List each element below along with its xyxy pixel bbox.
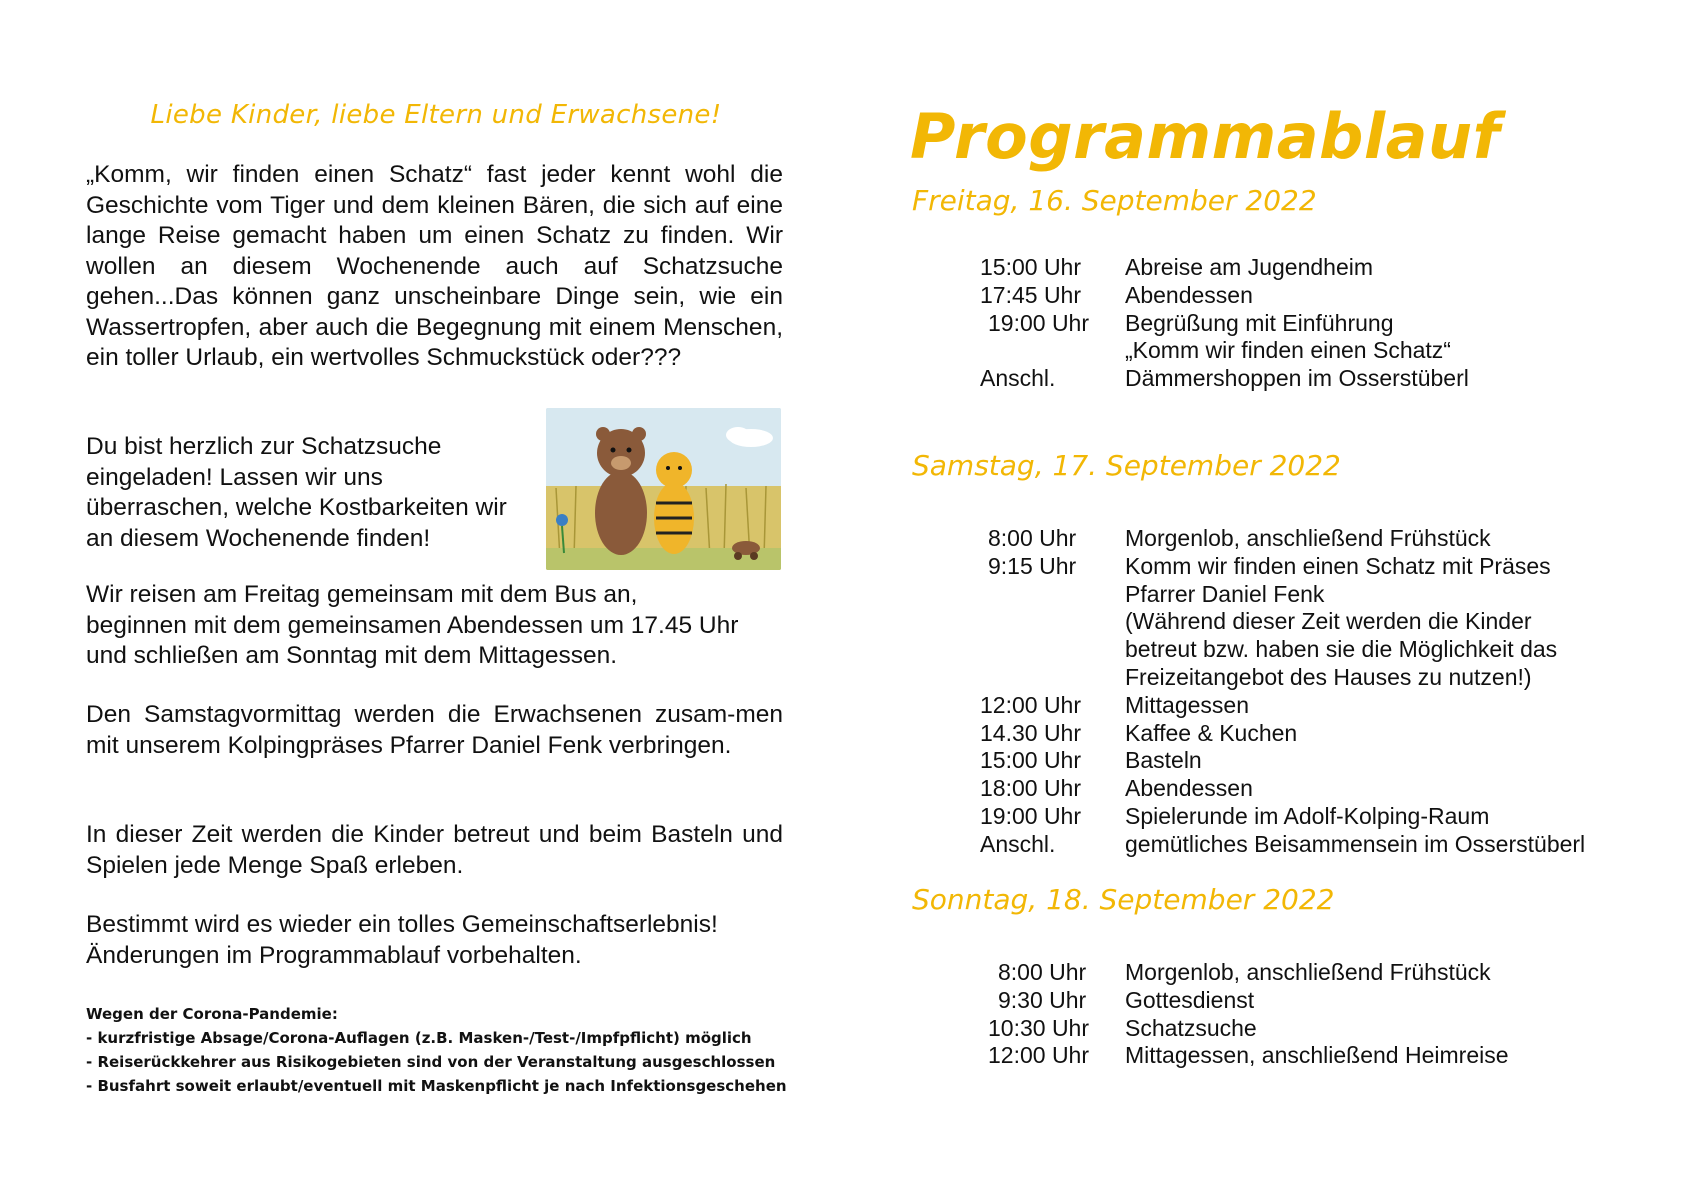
- schedule-row: 12:00 Uhr Mittagessen: [980, 691, 1250, 718]
- schedule-row: 15:00 Uhr Abreise am Jugendheim: [980, 254, 1374, 280]
- schedule-saturday: [980, 525, 1660, 859]
- day-heading-sunday: Sonntag, 18. September 2022: [912, 883, 1335, 916]
- schedule-row: 17:45 Uhr Abendessen: [980, 281, 1253, 308]
- intro-paragraph: „Komm, wir finden einen Schatz“ fast jeder kennt wohl die Geschichte vom Tiger und dem kleinen Bären, die sich auf eine lange Reise gemacht haben um einen Schatz zu finden. Wir wollen an diesem Wochenende auch auf Schatzsuche gehen...Das können ganz unscheinbare Dinge sein, wie ein Wassertropfen, aber auch die Begegnung mit einem Menschen, ein toller Urlaub, ein wertvolles Schmuckstück oder???: [86, 161, 783, 371]
- schedule-row: Freizeitangebot des Hauses zu nutzen!): [1125, 663, 1532, 690]
- schedule-row: 18:00 Uhr Abendessen: [980, 775, 1253, 802]
- greeting-heading: Liebe Kinder, liebe Eltern und Erwachsene!: [150, 100, 722, 130]
- day-heading-friday: Freitag, 16. September 2022: [912, 184, 1317, 217]
- schedule-row: Pfarrer Daniel Fenk: [1125, 580, 1325, 607]
- schedule-sunday: [980, 959, 1660, 1070]
- travel-paragraph: Wir reisen am Freitag gemeinsam mit dem Bus an, beginnen mit dem gemeinsamen Abendessen um 17.45 Uhr und schließen am Sonntag mit dem Mittagessen.: [86, 581, 739, 669]
- kids-paragraph: In dieser Zeit werden die Kinder betreut und beim Basteln und Spielen jede Menge Spaß erleben.: [86, 821, 783, 879]
- schedule-row: betreut bzw. haben sie die Möglichkeit das: [1125, 636, 1558, 663]
- invite-paragraph: Du bist herzlich zur Schatzsuche eingeladen! Lassen wir uns überraschen, welche Kostbarkeiten wir an diesem Wochenende finden!: [86, 433, 507, 552]
- schedule-row: 19:00 Uhr Begrüßung mit Einführung: [988, 309, 1394, 336]
- corona-note: [86, 1002, 806, 1098]
- saturday-paragraph: Den Samstagvormittag werden die Erwachsenen zusam-men mit unserem Kolpingpräses Pfarrer Daniel Fenk verbringen.: [86, 701, 783, 759]
- schedule-row: 12:00 Uhr Mittagessen, anschließend Heimreise: [988, 1042, 1509, 1069]
- schedule-row: 9:30 Uhr Gottesdienst: [998, 986, 1255, 1013]
- bear-and-tiger-illustration: [546, 408, 781, 570]
- schedule-row: 15:00 Uhr Basteln: [980, 747, 1202, 774]
- schedule-row: 10:30 Uhr Schatzsuche: [988, 1014, 1257, 1041]
- corona-note-item: - Reiserückkehrer aus Risikogebieten sind von der Veranstaltung ausgeschlossen: [86, 1053, 776, 1071]
- schedule-row: Anschl. gemütliches Beisammensein im Osserstüberl: [980, 830, 1586, 857]
- schedule-friday: [980, 254, 1660, 393]
- schedule-row: Anschl. Dämmershoppen im Osserstüberl: [980, 365, 1469, 392]
- schedule-row: „Komm wir finden einen Schatz“: [1125, 337, 1451, 364]
- schedule-row: 14.30 Uhr Kaffee & Kuchen: [980, 719, 1298, 746]
- schedule-row: (Während dieser Zeit werden die Kinder: [1125, 608, 1532, 635]
- corona-note-item: - kurzfristige Absage/Corona-Auflagen (z.B. Masken-/Test-/Impfpflicht) möglich: [86, 1029, 752, 1047]
- corona-note-item: - Busfahrt soweit erlaubt/eventuell mit Maskenpflicht je nach Infektionsgeschehen: [86, 1077, 787, 1095]
- schedule-row: 19:00 Uhr Spielerunde im Adolf-Kolping-Raum: [980, 802, 1490, 829]
- schedule-row: 8:00 Uhr Morgenlob, anschließend Frühstück: [998, 959, 1491, 985]
- schedule-row: 9:15 Uhr Komm wir finden einen Schatz mit Präses: [988, 552, 1551, 579]
- closing-paragraph: Bestimmt wird es wieder ein tolles Gemeinschaftserlebnis! Änderungen im Programmablauf vorbehalten.: [86, 911, 718, 969]
- day-heading-saturday: Samstag, 17. September 2022: [912, 449, 1341, 482]
- program-title: Programmablauf: [910, 100, 1501, 173]
- schedule-row: 8:00 Uhr Morgenlob, anschließend Frühstück: [988, 525, 1491, 551]
- corona-note-heading: Wegen der Corona-Pandemie:: [86, 1005, 338, 1023]
